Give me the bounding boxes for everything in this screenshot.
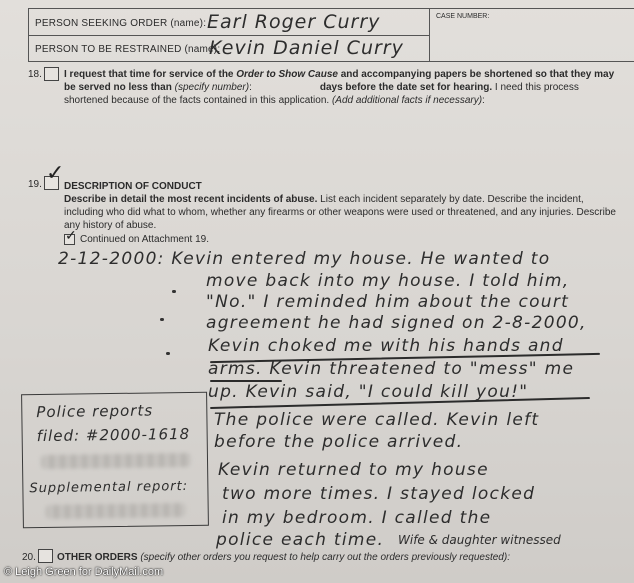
narrative-line-13: police each time.: [216, 530, 385, 550]
item-20-number: 20.: [22, 552, 36, 563]
restrained-label: PERSON TO BE RESTRAINED (name):: [35, 44, 221, 55]
item-18-line3a: shortened because of the facts contained in this application.: [64, 95, 332, 106]
narrative-line-9: before the police arrived.: [214, 432, 464, 452]
item-20-rest: (specify other orders you request to help carry out the orders previously requested):: [137, 552, 510, 563]
item-18-number: 18.: [28, 69, 42, 80]
narrative-line-6: arms. Kevin threatened to "mess" me: [208, 359, 575, 379]
narrative-line-1: 2-12-2000: Kevin entered my house. He wanted to: [58, 249, 551, 269]
item-19-check-mark: ✓: [46, 160, 65, 185]
pen-mark: [160, 318, 164, 321]
item-19-instr-line3: any history of abuse.: [64, 220, 157, 231]
police-reports-line-1: Police reports: [36, 401, 154, 422]
item-19-title: DESCRIPTION OF CONDUCT: [64, 181, 202, 192]
narrative-line-8: The police were called. Kevin left: [214, 410, 540, 430]
pen-mark: [166, 352, 170, 355]
item-18-line3c: :: [482, 95, 485, 106]
seeking-order-label: PERSON SEEKING ORDER (name):: [35, 18, 207, 29]
seeking-order-row: [29, 9, 429, 35]
item-18-bold: I request that time for service of the: [64, 69, 237, 80]
police-reports-line-3: Supplemental report:: [29, 478, 189, 497]
narrative-line-10: Kevin returned to my house: [218, 460, 489, 480]
item-18-line2b: (specify number): [174, 82, 250, 93]
item-18-italic: Order to Show Cause: [236, 69, 338, 80]
narrative-witness-note: Wife & daughter witnessed: [398, 533, 561, 547]
item-19-text: [64, 180, 634, 232]
item-18-line2e: I need this process: [492, 82, 579, 93]
police-reports-line-2: filed: #2000-1618: [36, 424, 191, 446]
item-18-line2a: be served no less than: [64, 82, 175, 93]
restrained-row: [29, 35, 429, 62]
item-19-number: 19.: [28, 179, 42, 190]
restrained-name: Kevin Daniel Curry: [209, 37, 404, 59]
item-20-checkbox[interactable]: [38, 549, 53, 563]
narrative-line-3: "No." I reminded him about the court: [206, 292, 570, 312]
item-20-title: OTHER ORDERS: [57, 552, 138, 563]
photo-credit: © Leigh Green for DailyMail.com: [4, 566, 164, 578]
item-18-line2d: days before the date set for hearing.: [319, 82, 493, 93]
narrative-line-5: Kevin choked me with his hands and: [208, 336, 564, 356]
pen-mark: [172, 290, 176, 293]
narrative-line-4: agreement he had signed on 2-8-2000,: [206, 313, 587, 333]
narrative-line-2: move back into my house. I told him,: [206, 271, 570, 291]
narrative-line-12: in my bedroom. I called the: [222, 508, 492, 528]
item-18-checkbox[interactable]: [44, 67, 59, 81]
attachment-check-mark: ✓: [65, 227, 77, 243]
item-18-bold-rest: and accompanying papers be shortened so that they may: [337, 69, 615, 80]
form-header: [28, 8, 634, 62]
item-19-instr-rest: List each incident separately by date. Describe the incident,: [317, 194, 584, 205]
narrative-line-11: two more times. I stayed locked: [222, 484, 536, 504]
item-18-line2c: :: [249, 82, 252, 93]
item-18-text: [64, 68, 634, 107]
case-number-label: CASE NUMBER:: [436, 13, 490, 20]
item-19-instr-line2: including who did what to whom, whether any firearms or other weapons were used or threatened, and any injuries. Describe: [64, 207, 616, 218]
case-number-cell: [429, 9, 634, 61]
item-20-text: [57, 551, 634, 564]
narrative-line-7: up. Kevin said, "I could kill you!": [208, 382, 529, 402]
item-19-instr-bold: Describe in detail the most recent incidents of abuse.: [64, 194, 318, 205]
redacted-supplemental-number: [46, 503, 186, 519]
item-18-line3b: (Add additional facts if necessary): [331, 95, 483, 106]
seeking-order-name: Earl Roger Curry: [207, 11, 381, 33]
redacted-report-number: [41, 453, 191, 469]
police-reports-box: [21, 392, 209, 529]
attachment-label: Continued on Attachment 19.: [80, 234, 209, 245]
